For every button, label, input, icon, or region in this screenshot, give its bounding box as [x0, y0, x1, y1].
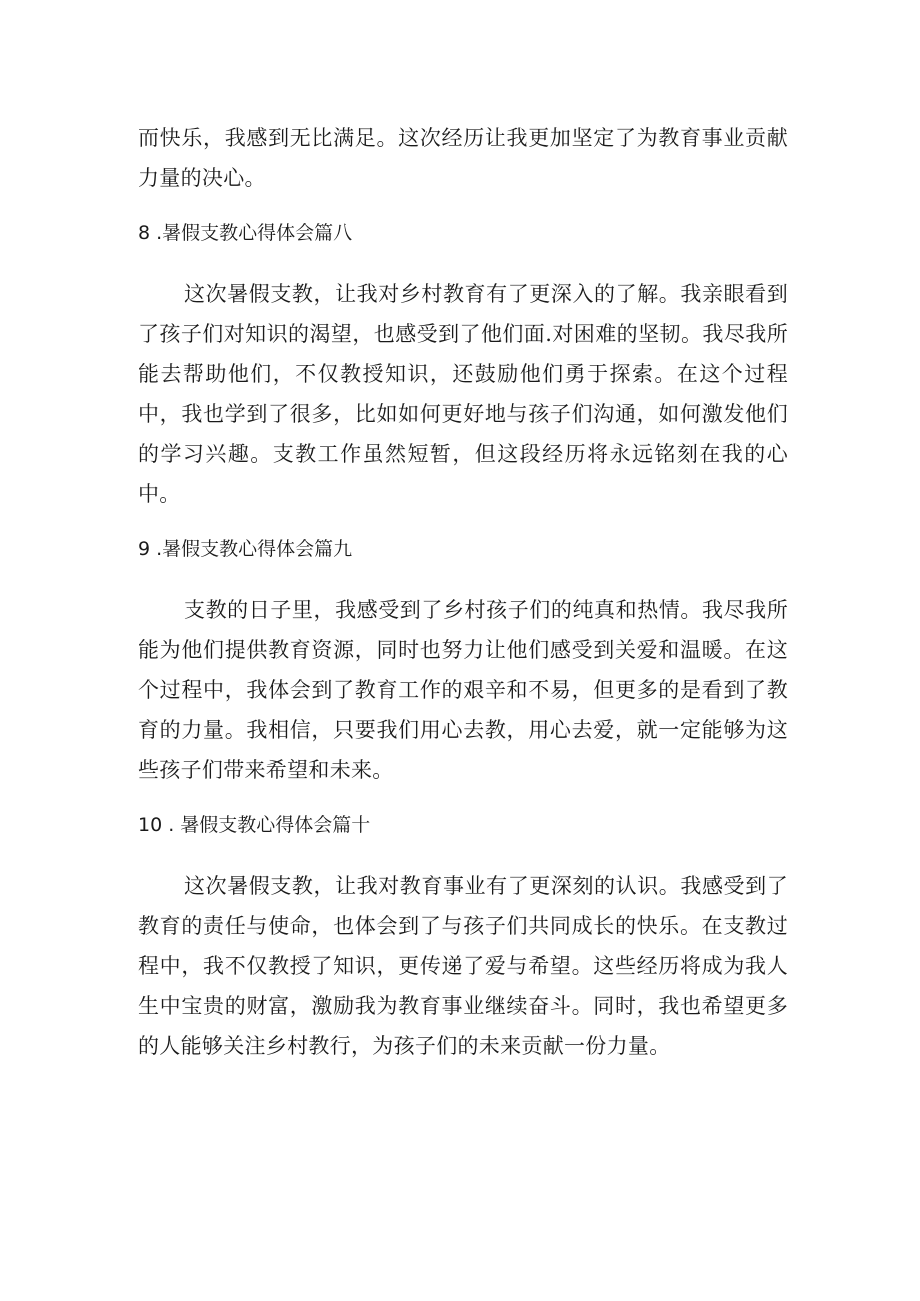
paragraph-section-10: 这次暑假支教，让我对教育事业有了更深刻的认识。我感受到了教育的责任与使命，也体会到了与孩子们共同成长的快乐。在支教过程中，我不仅教授了知识，更传递了爱与希望。这些经历将成为我人生中宝贵的财富，激励我为教育事业继续奋斗。同时，我也希望更多的人能够关注乡村教行，为孩子们的未来贡献一份力量。 [138, 874, 788, 1058]
spacer [138, 564, 788, 590]
spacer [138, 840, 788, 866]
section-heading-8: 8 .暑假支教心得体会篇八 [138, 222, 353, 244]
paragraph-continued: 而快乐，我感到无比满足。这次经历让我更加坚定了为教育事业贡献力量的决心。 [138, 126, 788, 190]
section-heading-10: 10 . 暑假支教心得体会篇十 [138, 814, 371, 836]
spacer [138, 198, 788, 218]
spacer [138, 514, 788, 534]
spacer [138, 790, 788, 810]
spacer [138, 248, 788, 274]
section-heading-9: 9 .暑假支教心得体会篇九 [138, 538, 353, 560]
paragraph-section-8: 这次暑假支教，让我对乡村教育有了更深入的了解。我亲眼看到了孩子们对知识的渴望，也感受到了他们面.对困难的坚韧。我尽我所能去帮助他们，不仅教授知识，还鼓励他们勇于探索。在这个过程中，我也学到了很多，比如如何更好地与孩子们沟通，如何激发他们的学习兴趣。支教工作虽然短暂，但这段经历将永远铭刻在我的心中。 [138, 282, 788, 506]
document-body [138, 118, 788, 1066]
paragraph-section-9: 支教的日子里，我感受到了乡村孩子们的纯真和热情。我尽我所能为他们提供教育资源，同时也努力让他们感受到关爱和温暖。在这个过程中，我体会到了教育工作的艰辛和不易，但更多的是看到了教育的力量。我相信，只要我们用心去教，用心去爱，就一定能够为这些孩子们带来希望和未来。 [138, 598, 788, 782]
